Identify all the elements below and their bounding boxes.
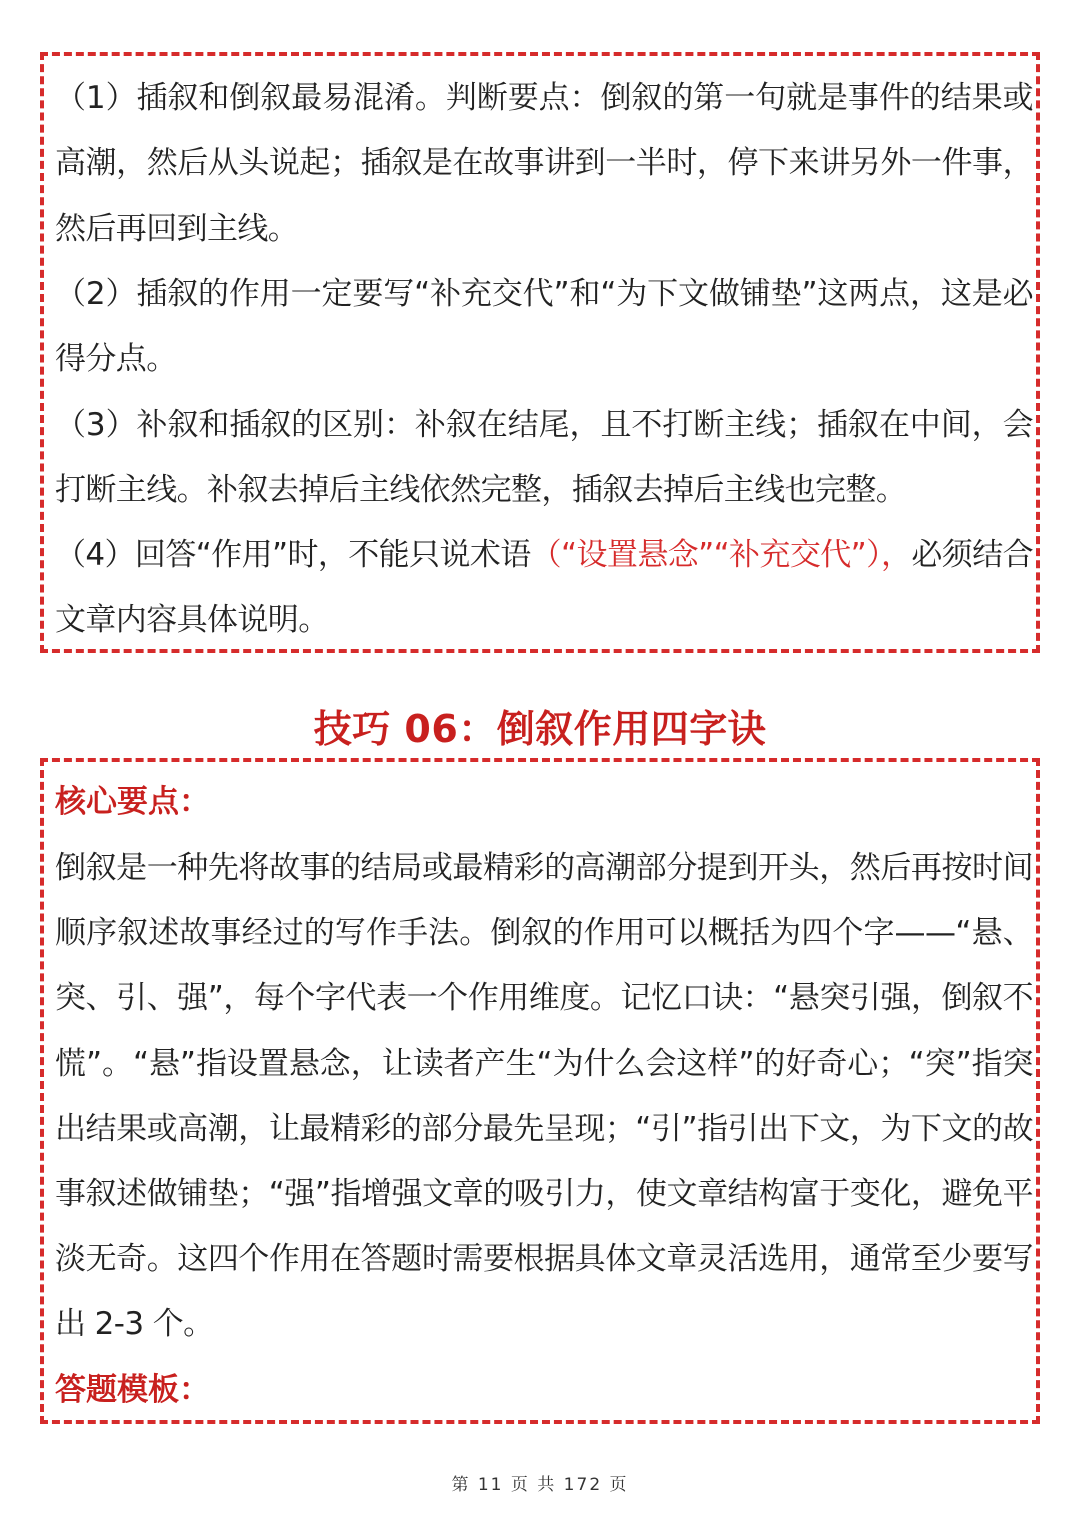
tip-4-highlight: （“设置悬念”“补充交代”）， bbox=[530, 537, 912, 573]
tip-paragraph-3: （3）补叙和插叙的区别：补叙在结尾，且不打断主线；插叙在中间，会打断主线。补叙去掉后主线依然完整，插叙去掉后主线也完整。 bbox=[55, 407, 1033, 509]
answer-template-heading: 答题模板： bbox=[55, 1372, 210, 1408]
core-points-heading: 核心要点： bbox=[55, 784, 210, 820]
tip-paragraph-1: （1）插叙和倒叙最易混淆。判断要点：倒叙的第一句就是事件的结果或高潮，然后从头说起；插叙是在故事讲到一半时，停下来讲另外一件事，然后再回到主线。 bbox=[55, 80, 1033, 247]
tip-4-prefix: （4）回答“作用”时，不能只说术语 bbox=[55, 537, 531, 573]
page-footer: 第 11 页 共 172 页 bbox=[451, 1475, 629, 1495]
tip-4-suffix: 必须结合文章内容具体说明。 bbox=[55, 537, 1034, 639]
tip-paragraph-2: （2）插叙的作用一定要写“补充交代”和“为下文做铺垫”这两点，这是必得分点。 bbox=[55, 276, 1033, 378]
tips-box bbox=[40, 52, 1040, 653]
core-points-box bbox=[40, 758, 1040, 1424]
section-title: 技巧 06：倒叙作用四字诀 bbox=[313, 707, 767, 751]
core-points-body: 倒叙是一种先将故事的结局或最精彩的高潮部分提到开头，然后再按时间顺序叙述故事经过的写作手法。倒叙的作用可以概括为四个字——“悬、突、引、强”，每个字代表一个作用维度。记忆口诀：“悬突引强，倒叙不慌”。“悬”指设置悬念，让读者产生“为什么会这样”的好奇心；“突”指突出结果或高潮，让最精彩的部分最先呈现；“引”指引出下文，为下文的故事叙述做铺垫；“强”指增强文章的吸引力，使文章结构富于变化，避免平淡无奇。这四个作用在答题时需要根据具体文章灵活选用，通常至少要写出 2-3 个。 bbox=[55, 850, 1033, 1343]
tip-paragraph-4 bbox=[55, 523, 1033, 654]
